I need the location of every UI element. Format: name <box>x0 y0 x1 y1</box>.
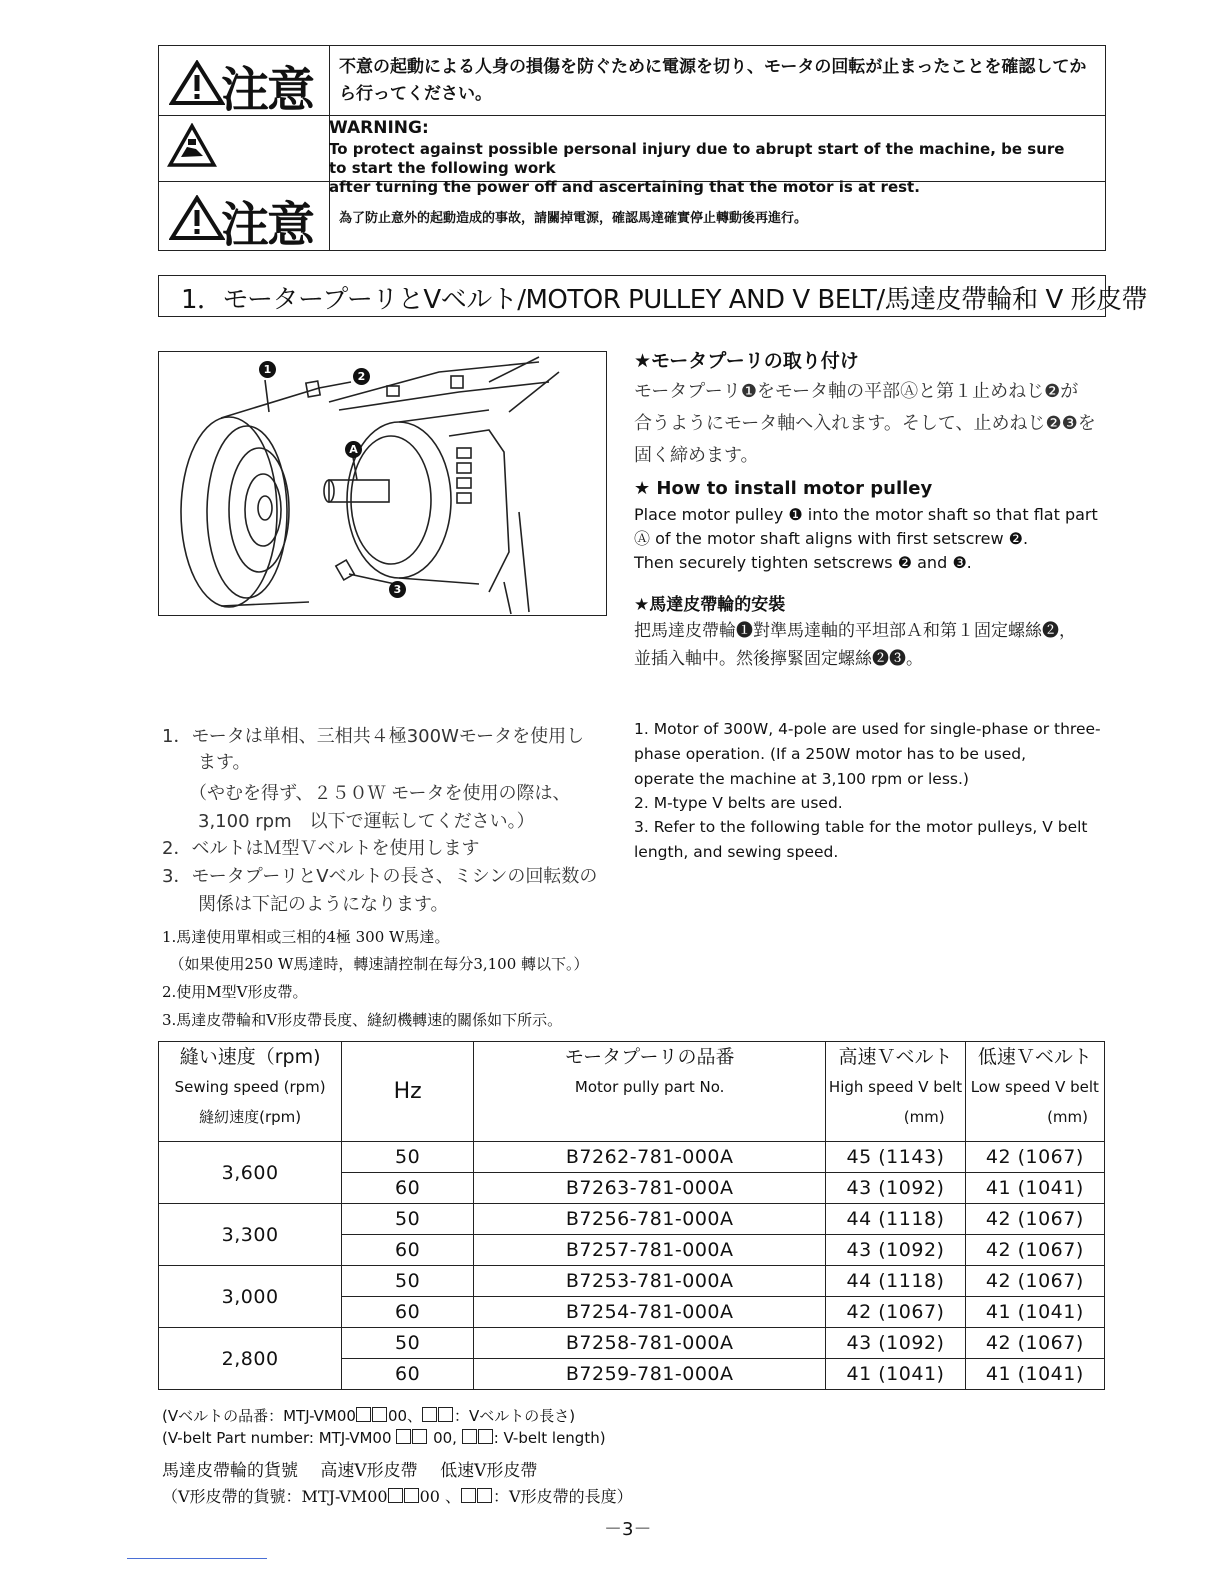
blank-box <box>412 1429 427 1444</box>
hz-cell: 60 <box>342 1359 474 1390</box>
callout-3: 3 <box>389 581 406 598</box>
header-pulley-jp: モータプーリの品番 <box>564 1046 735 1068</box>
part-cell: B7254-781-000A <box>474 1297 826 1328</box>
part-cell: B7263-781-000A <box>474 1173 826 1204</box>
note-zh-line: （如果使用250 W馬達時，轉速請控制在每分3,100 轉以下。） <box>162 955 589 973</box>
note-jp-line: 3,100 rpm 以下で運転してください。） <box>162 811 535 832</box>
header-high <box>826 1042 965 1142</box>
header-speed-en: Sewing speed (rpm) <box>174 1078 326 1096</box>
footnote-en-b: 00, <box>433 1429 457 1447</box>
low-belt-cell: 41 (1041) <box>965 1359 1104 1390</box>
table-row <box>159 1204 1105 1235</box>
header-low <box>965 1042 1104 1142</box>
note-zh-line: 3.馬達皮帶輪和V形皮帶長度、縫紉機轉速的關係如下所示。 <box>162 1011 563 1029</box>
speed-cell: 2,800 <box>159 1328 342 1390</box>
high-belt-cell: 43 (1092) <box>826 1328 965 1359</box>
footnote-jp-b: 00、 <box>387 1407 423 1425</box>
header-speed <box>159 1042 342 1142</box>
low-belt-cell: 42 (1067) <box>965 1328 1104 1359</box>
blank-box <box>478 1429 493 1444</box>
blank-box <box>461 1488 476 1503</box>
install-text-en <box>634 503 1114 575</box>
speed-cell: 3,000 <box>159 1266 342 1328</box>
page-number: －3－ <box>604 1519 652 1540</box>
blank-box <box>372 1407 387 1422</box>
hand-injury-warning-icon <box>167 123 217 169</box>
table-row <box>159 1142 1105 1173</box>
callout-A: A <box>345 441 362 458</box>
warning-row-zh <box>159 181 1105 253</box>
footnote-jp-c: ：Vベルトの長さ) <box>454 1407 576 1425</box>
footnote-zh-c: ：V形皮帶的長度） <box>493 1487 633 1506</box>
install-text-jp <box>634 376 1109 472</box>
install-en-line: Ⓐ of the motor shaft aligns with first setscrew ❷. <box>634 529 1029 548</box>
callout-1: 1 <box>259 361 276 378</box>
footnote-zh-2 <box>162 1484 633 1507</box>
note-zh-line: 2.使用M型V形皮帶。 <box>162 983 308 1001</box>
note-jp-line: 関係は下記のようになります。 <box>162 894 449 915</box>
hz-cell: 60 <box>342 1173 474 1204</box>
warning-row-jp <box>159 46 1105 116</box>
warning-triangle-icon <box>169 60 225 106</box>
low-belt-cell: 41 (1041) <box>965 1297 1104 1328</box>
install-jp-line: 固く締めます。 <box>634 445 759 466</box>
note-jp-line: 1．モータは単相、三相共４極300Wモータを使用し <box>162 726 585 747</box>
header-speed-jp: 縫い速度（rpm) <box>179 1046 321 1068</box>
hz-cell: 50 <box>342 1266 474 1297</box>
table-header-row <box>159 1042 1105 1142</box>
part-cell: B7262-781-000A <box>474 1142 826 1173</box>
note-jp-line: 2．ベルトはＭ型Ｖベルトを使用します <box>162 838 480 859</box>
pulley-spec-table <box>158 1041 1105 1390</box>
part-cell: B7253-781-000A <box>474 1266 826 1297</box>
table-row <box>159 1328 1105 1359</box>
note-zh-line: 1.馬達使用單相或三相的4極 300 W馬達。 <box>162 928 450 946</box>
blank-box <box>396 1429 411 1444</box>
warning-box <box>158 45 1106 251</box>
warning-mark-zh: 注意 <box>221 197 314 253</box>
high-belt-cell: 43 (1092) <box>826 1235 965 1266</box>
header-low-unit: (mm) <box>1047 1108 1088 1126</box>
header-hz-label: Hz <box>393 1078 422 1104</box>
motor-pulley-figure <box>158 351 607 616</box>
hz-cell: 50 <box>342 1142 474 1173</box>
footnote-en <box>162 1429 606 1447</box>
install-en-line: Then securely tighten setscrews ❷ and ❸. <box>634 553 972 572</box>
warning-row-en <box>159 115 1105 196</box>
low-belt-cell: 42 (1067) <box>965 1266 1104 1297</box>
footnote-jp <box>162 1405 575 1426</box>
high-belt-cell: 45 (1143) <box>826 1142 965 1173</box>
blank-box <box>356 1407 371 1422</box>
footnote-zh-1: 馬達皮帶輪的貨號 高速V形皮帶 低速V形皮帶 <box>162 1461 538 1481</box>
blank-box <box>422 1407 437 1422</box>
footnote-jp-a: (Vベルトの品番：MTJ-VM00 <box>162 1407 356 1425</box>
header-high-jp: 高速Ｖベルト <box>838 1046 953 1068</box>
high-belt-cell: 42 (1067) <box>826 1297 965 1328</box>
install-jp-line: モータプーリ❶をモータ軸の平部Ⓐと第１止めねじ❷が <box>634 381 1079 402</box>
warning-text-en-1: To protect against possible personal injury due to abrupt start of the machine, be sure to start the following work <box>329 140 1065 177</box>
note-en-line: 2. M-type V belts are used. <box>634 794 843 812</box>
note-jp-line: （やむを得ず、２５０Ｗ モータを使用の際は、 <box>162 783 571 804</box>
footnote-en-c: : V-belt length) <box>493 1429 606 1447</box>
part-cell: B7258-781-000A <box>474 1328 826 1359</box>
speed-cell: 3,300 <box>159 1204 342 1266</box>
part-cell: B7256-781-000A <box>474 1204 826 1235</box>
warning-triangle-icon-zh <box>169 195 225 241</box>
header-speed-zh: 縫紉速度(rpm) <box>199 1108 302 1126</box>
install-jp-line: 合うようにモータ軸へ入れます。そして、止めねじ❷❸を <box>634 413 1096 434</box>
warning-icon-cell-en <box>159 115 330 181</box>
section-title-box <box>158 275 1147 317</box>
blank-box <box>477 1488 492 1503</box>
install-title-jp: ★モータプーリの取り付け <box>634 350 859 372</box>
bottom-rule <box>127 1558 267 1559</box>
install-zh-line: 並插入軸中。然後擰緊固定螺絲❷❸。 <box>634 649 923 669</box>
warning-text-jp: 不意の起動による人身の損傷を防ぐために電源を切り、モータの回転が止まったことを確認してから行ってください。 <box>339 57 1087 104</box>
note-jp-line: 3．モータプーリとVベルトの長さ、ミシンの回転数の <box>162 866 598 887</box>
header-pulley-en: Motor pully part No. <box>574 1078 725 1096</box>
header-pulley <box>474 1042 826 1142</box>
note-en-line: operate the machine at 3,100 rpm or less.) <box>634 770 969 788</box>
warning-text-zh: 為了防止意外的起動造成的事故，請關掉電源，確認馬達確實停止轉動後再進行。 <box>339 211 808 226</box>
high-belt-cell: 43 (1092) <box>826 1173 965 1204</box>
note-en-line: length, and sewing speed. <box>634 843 839 861</box>
header-low-en: Low speed V belt <box>970 1078 1099 1096</box>
hz-cell: 60 <box>342 1235 474 1266</box>
warning-title-en: WARNING: <box>329 118 429 138</box>
footnote-en-a: (V-belt Part number: MTJ-VM00 <box>162 1429 392 1447</box>
warning-mark-jp: 注意 <box>221 62 314 118</box>
high-belt-cell: 44 (1118) <box>826 1204 965 1235</box>
note-en-line: 1. Motor of 300W, 4-pole are used for single-phase or three- <box>634 720 1101 738</box>
header-low-jp: 低速Ｖベルト <box>977 1046 1092 1068</box>
section-title: 1．モータープーリとVベルト/MOTOR PULLEY AND V BELT/馬達皮帶輪和 V 形皮帶 <box>181 285 1147 315</box>
part-cell: B7259-781-000A <box>474 1359 826 1390</box>
warning-text-en-2: after turning the power off and ascertaining that the motor is at rest. <box>329 178 920 196</box>
high-belt-cell: 44 (1118) <box>826 1266 965 1297</box>
footnote-zh-a: （V形皮帶的貨號：MTJ-VM00 <box>162 1487 388 1506</box>
blank-box <box>388 1488 403 1503</box>
install-en-line: Place motor pulley ❶ into the motor shaft so that flat part <box>634 505 1098 524</box>
hz-cell: 60 <box>342 1297 474 1328</box>
high-belt-cell: 41 (1041) <box>826 1359 965 1390</box>
note-jp-line: ます。 <box>162 752 251 773</box>
part-cell: B7257-781-000A <box>474 1235 826 1266</box>
callout-2: 2 <box>353 368 370 385</box>
motor-pulley-illustration <box>159 352 606 615</box>
warning-icon-cell-zh <box>159 181 330 253</box>
footnote-zh-b: 00 、 <box>419 1487 462 1506</box>
install-title-zh: ★馬達皮帶輪的安裝 <box>634 595 786 615</box>
blank-box <box>462 1429 477 1444</box>
low-belt-cell: 42 (1067) <box>965 1142 1104 1173</box>
header-high-en: High speed V belt <box>828 1078 963 1096</box>
blank-box <box>404 1488 419 1503</box>
table-row <box>159 1266 1105 1297</box>
install-text-zh <box>634 617 1114 673</box>
note-en-line: phase operation. (If a 250W motor has to be used, <box>634 745 1026 763</box>
speed-cell: 3,600 <box>159 1142 342 1204</box>
hz-cell: 50 <box>342 1204 474 1235</box>
low-belt-cell: 42 (1067) <box>965 1235 1104 1266</box>
low-belt-cell: 42 (1067) <box>965 1204 1104 1235</box>
hz-cell: 50 <box>342 1328 474 1359</box>
warning-icon-cell <box>159 46 330 118</box>
note-en-line: 3. Refer to the following table for the motor pulleys, V belt <box>634 818 1088 836</box>
header-hz <box>342 1042 474 1142</box>
blank-box <box>438 1407 453 1422</box>
low-belt-cell: 41 (1041) <box>965 1173 1104 1204</box>
install-zh-line: 把馬達皮帶輪❶對準馬達軸的平坦部Ａ和第１固定螺絲❷， <box>634 621 1076 641</box>
header-high-unit: (mm) <box>903 1108 945 1126</box>
install-title-en: ★ How to install motor pulley <box>634 478 933 499</box>
